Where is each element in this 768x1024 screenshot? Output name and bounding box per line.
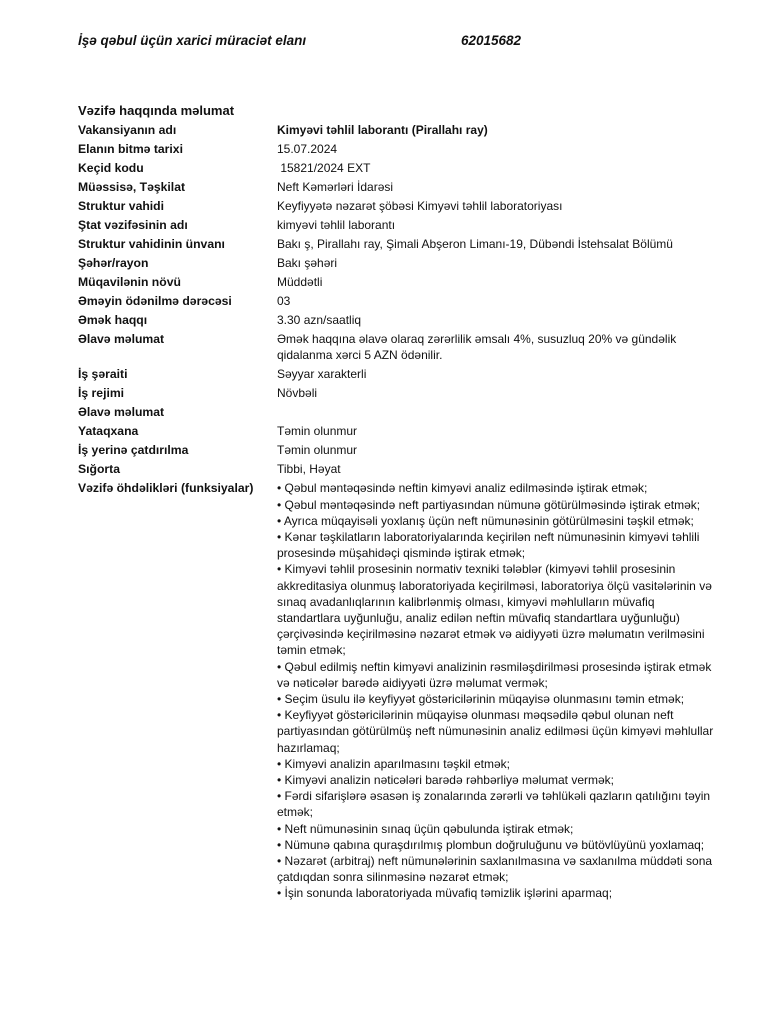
row-additional-info bbox=[78, 330, 718, 365]
row-dormitory bbox=[78, 422, 718, 441]
duties-label: Vəzifə öhdəlikləri (funksiyalar) bbox=[78, 481, 254, 496]
position-title-value: kimyəvi təhlil laborantı bbox=[277, 218, 396, 232]
row-label: Şəhər/rayon bbox=[78, 256, 149, 270]
dormitory-value: Təmin olunmur bbox=[277, 424, 358, 439]
row-position-title bbox=[78, 216, 718, 235]
row-pay-grade bbox=[78, 292, 718, 311]
duty-item: • Nümunə qabına quraşdırılmış plombun doğruluğunu və bütövlüyünü yoxlamaq; bbox=[277, 837, 705, 852]
row-label: İş yerinə çatdırılma bbox=[78, 443, 189, 458]
row-label: Elanın bitmə tarixi bbox=[78, 142, 183, 156]
row-label: Müqavilənin növü bbox=[78, 275, 181, 289]
row-label: Əlavə məlumat bbox=[78, 332, 165, 346]
row-duties bbox=[78, 479, 718, 901]
structural-unit-value: Keyfiyyətə nəzarət şöbəsi Kimyəvi təhlil laboratoriyası bbox=[277, 199, 563, 213]
row-label: İş rejimi bbox=[78, 386, 125, 401]
page-header bbox=[78, 33, 678, 53]
deadline-value: 15.07.2024 bbox=[277, 142, 338, 156]
row-label: Keçid kodu bbox=[78, 161, 144, 175]
contract-type-value: Müddətli bbox=[277, 275, 323, 289]
row-label: Sığorta bbox=[78, 462, 120, 477]
duties-value bbox=[277, 479, 718, 901]
work-conditions-value: Səyyar xarakterli bbox=[277, 367, 367, 382]
duty-item: • Nəzarət (arbitraj) neft nümunələrinin saxlanılmasına və saxlanılma müddəti sona çatdıqdan sonra silinməsinə nəzarət etmək; bbox=[277, 854, 713, 885]
row-label: Struktur vahidi bbox=[78, 199, 165, 213]
duty-item: • Seçim üsulu ilə keyfiyyət göstəricilərinin müqayisə olunmasını təmin etmək; bbox=[277, 692, 685, 707]
row-transport bbox=[78, 441, 718, 460]
access-code-value: 15821/2024 EXT bbox=[277, 161, 371, 175]
transport-value: Təmin olunmur bbox=[277, 443, 358, 458]
row-label: Vakansiyanın adı bbox=[78, 123, 177, 137]
row-label: Əmək haqqı bbox=[78, 313, 148, 327]
vacancy-info-table bbox=[78, 121, 718, 902]
row-deadline bbox=[78, 140, 718, 159]
row-salary bbox=[78, 311, 718, 330]
organization-value: Neft Kəmərləri İdarəsi bbox=[277, 180, 394, 194]
duties-list bbox=[277, 479, 718, 901]
section-title: Vəzifə haqqında məlumat bbox=[78, 103, 235, 118]
row-unit-address bbox=[78, 235, 718, 254]
row-contract-type bbox=[78, 273, 718, 292]
row-city bbox=[78, 254, 718, 273]
row-insurance bbox=[78, 460, 718, 479]
duty-item: • Qəbul məntəqəsində neftin kimyəvi analiz edilməsində iştirak etmək; bbox=[277, 481, 648, 496]
row-label: Müəssisə, Təşkilat bbox=[78, 180, 186, 194]
row-additional-info-2 bbox=[78, 403, 718, 422]
duty-item: • Neft nümunəsinin sınaq üçün qəbulunda iştirak etmək; bbox=[277, 821, 574, 836]
work-schedule-value: Növbəli bbox=[277, 386, 318, 401]
duty-item: • Ayrıca müqayisəli yoxlanış üçün neft nümunəsinin götürülməsini təşkil etmək; bbox=[277, 513, 694, 528]
additional-info-value: Əmək haqqına əlavə olaraq zərərlilik əmsalı 4%, susuzluq 20% və gündəlik qidalanma xərci 5 AZN ödənilir. bbox=[277, 332, 677, 363]
unit-address-value: Bakı ş, Pirallahı ray, Şimali Abşeron Limanı-19, Dübəndi İstehsalat Bölümü bbox=[277, 237, 673, 251]
row-label: Yataqxana bbox=[78, 424, 139, 439]
vacancy-name-value: Kimyəvi təhlil laborantı (Pirallahı ray) bbox=[277, 123, 488, 137]
row-label: Əlavə məlumat bbox=[78, 405, 165, 420]
duty-item: • Fərdi sifarişlərə əsasən iş zonalarında zərərli və təhlükəli qazların qatılığını təyin etmək; bbox=[277, 789, 711, 820]
row-label: Ştat vəzifəsinin adı bbox=[78, 218, 188, 232]
duty-item: • İşin sonunda laboratoriyada müvafiq təmizlik işlərini aparmaq; bbox=[277, 886, 613, 901]
pay-grade-value: 03 bbox=[277, 294, 291, 308]
row-organization bbox=[78, 178, 718, 197]
city-value: Bakı şəhəri bbox=[277, 256, 338, 270]
row-work-schedule bbox=[78, 384, 718, 403]
duty-item: • Qəbul edilmiş neftin kimyəvi analizinin rəsmiləşdirilməsi prosesində iştirak etmək və nəticələr barədə aidiyyəti üzrə məlumat vermək; bbox=[277, 659, 712, 690]
duty-item: • Kimyəvi analizin nəticələri barədə rəhbərliyə məlumat vermək; bbox=[277, 773, 615, 788]
duty-item: • Kimyəvi analizin aparılmasını təşkil etmək; bbox=[277, 756, 510, 771]
duty-item: • Qəbul məntəqəsində neft partiyasından nümunə götürülməsində iştirak etmək; bbox=[277, 497, 701, 512]
announcement-title: İşə qəbul üçün xarici müraciət elanı bbox=[78, 33, 307, 48]
duty-item: • Kənar təşkilatların laboratoriyalarında keçirilən neft nümunəsinin kimyəvi təhlili prosesində müşahidəçi qismində iştirak etmək; bbox=[277, 530, 700, 561]
row-access-code bbox=[78, 159, 718, 178]
salary-value: 3.30 azn/saatliq bbox=[277, 313, 362, 327]
row-label: Struktur vahidinin ünvanı bbox=[78, 237, 225, 251]
row-vacancy-name bbox=[78, 121, 718, 140]
insurance-value: Tibbi, Həyat bbox=[277, 462, 341, 477]
row-structural-unit bbox=[78, 197, 718, 216]
row-work-conditions bbox=[78, 365, 718, 384]
announcement-number: 62015682 bbox=[461, 33, 522, 48]
row-label: Əməyin ödənilmə dərəcəsi bbox=[78, 294, 232, 308]
duty-item: • Kimyəvi təhlil prosesinin normativ texniki tələblər (kimyəvi təhlil prosesinin akkreditasiya olunmuş laboratoriyada keçirilməsi, laboratoriya ölçü vasitələrinin və sınaq avadanlıqlarının kalibrlənmiş olması, kimyəvi məhlulların müvafiq standartlara uyğunluğu, analiz edilən neftin müvafiq standartlara uyğunluğu) çərçivəsində keçirilməsinə nəzarət etmək və aidiyyəti üzrə məlumatın verilməsini təmin etmək; bbox=[277, 562, 712, 658]
duty-item: • Keyfiyyət göstəricilərinin müqayisə olunması məqsədilə qəbul olunan neft partiyasından götürülmüş neft nümunəsinin analiz edilməsi üçün kimyəvi məhlullar hazırlamaq; bbox=[277, 708, 714, 755]
row-label: İş şəraiti bbox=[78, 367, 128, 382]
